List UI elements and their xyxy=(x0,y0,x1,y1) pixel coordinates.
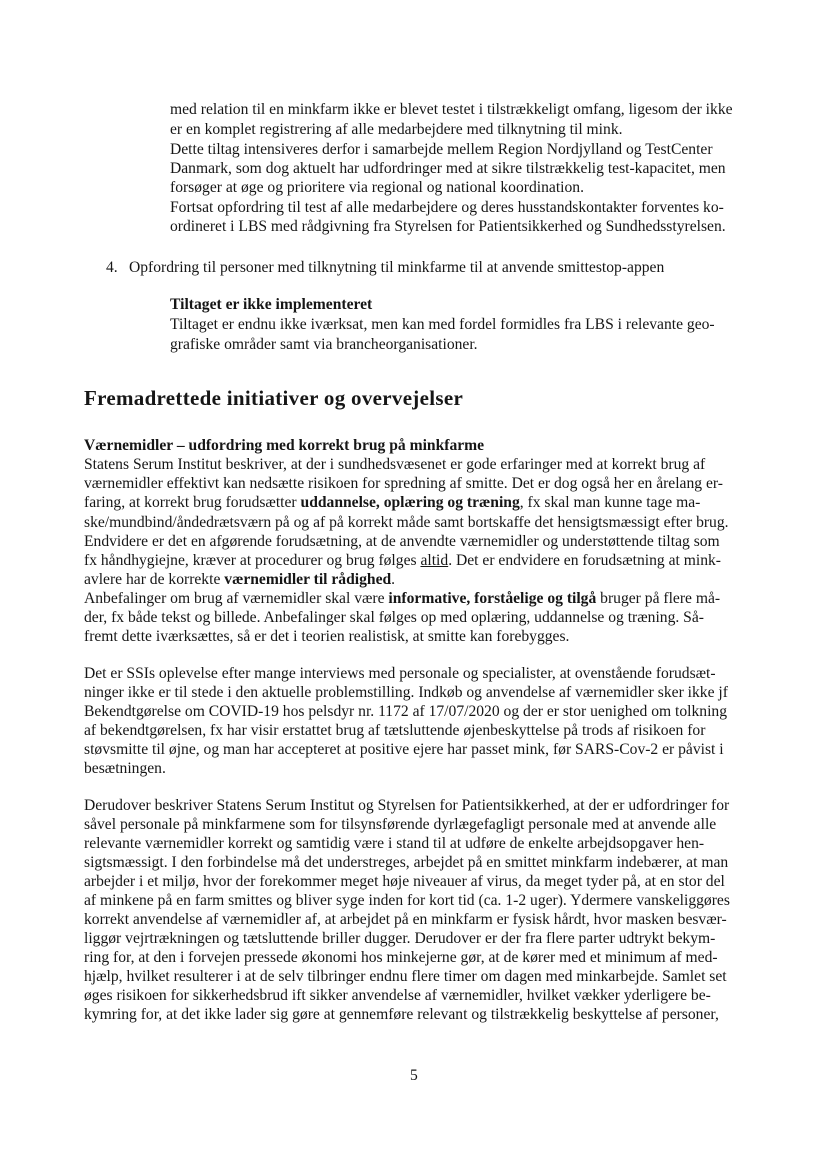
text-line: Bekendtgørelse om COVID-19 hos pelsdyr nr. 1172 af 17/07/2020 og der er stor uenighed om tolkning xyxy=(84,703,727,720)
text-line: Statens Serum Institut beskriver, at der i sundhedsvæsenet er gode erfaringer med at korrekt brug af xyxy=(84,456,706,473)
text-line: ordineret i LBS med rådgivning fra Styrelsen for Patientsikkerhed og Sundhedsstyrelsen. xyxy=(170,218,726,235)
text-line: såvel personale på minkfarmene som for tilsynsførende dyrlægefagligt personale med at anvende alle xyxy=(84,816,717,833)
text-line: fx håndhygiejne, kræver at procedurer og brug følges altid. Det er endvidere en forudsætning at mink- xyxy=(84,552,722,569)
text-line: arbejder i et miljø, hvor der forekommer meget høje niveauer af virus, da meget tyder på, at en stor del xyxy=(84,873,725,890)
page-number: 5 xyxy=(410,1067,418,1084)
text-line: avlere har de korrekte værnemidler til rådighed. xyxy=(84,571,396,588)
status-heading: Tiltaget er ikke implementeret xyxy=(170,296,373,313)
list-number: 4. xyxy=(106,259,118,276)
text-line: Anbefalinger om brug af værnemidler skal være informative, forståelige og tilgå bruger på flere må- xyxy=(84,590,721,607)
text-line: besætningen. xyxy=(84,760,166,777)
text-line: forsøger at øge og prioritere via regional og national koordination. xyxy=(170,179,584,196)
emphasis-text: informative, forståelige og tilgå xyxy=(388,590,597,607)
text-line: Fortsat opfordring til test af alle medarbejdere og deres husstandskontakter forventes ko- xyxy=(170,199,724,216)
text-line: er en komplet registrering af alle medarbejdere med tilknytning til mink. xyxy=(170,121,623,138)
underlined-text: altid xyxy=(420,552,449,569)
subsection-heading: Værnemidler – udfordring med korrekt brug på minkfarme xyxy=(84,437,485,454)
text-line: relevante værnemidler korrekt og samtidig være i stand til at udføre de enkelte arbejdsopgaver hen- xyxy=(84,835,705,852)
text-line: kymring for, at det ikke lader sig gøre at gennemføre relevant og tilstrækkelig beskyttelse af personer, xyxy=(84,1006,719,1023)
text-line: sigtsmæssigt. I den forbindelse må det understreges, arbejdet på en smittet minkfarm indebærer, at man xyxy=(84,854,729,871)
text-line: Derudover beskriver Statens Serum Institut og Styrelsen for Patientsikkerhed, at der er udfordringer for xyxy=(84,797,730,814)
text-line: grafiske områder samt via brancheorganisationer. xyxy=(170,336,478,353)
text-line: liggør vejrtrækningen og tætsluttende briller dugger. Derudover er der fra flere parter udtrykt bekym- xyxy=(84,930,716,947)
text-line: korrekt anvendelse af værnemidler af, at arbejdet på en minkfarm er fysisk hårdt, hvor masken besvær- xyxy=(84,911,727,928)
text-line: af bekendtgørelsen, fx har visir erstattet brug af tætsluttende øjenbeskyttelse på trods af risikoen for xyxy=(84,722,706,739)
text-line: af minkene på en farm smittes og bliver syge inden for kort tid (ca. 1-2 uger). Ydermere vanskeliggøres xyxy=(84,892,730,909)
text-line: med relation til en minkfarm ikke er blevet testet i tilstrækkeligt omfang, ligesom der ikke xyxy=(170,101,733,118)
text-line: Danmark, som dog aktuelt har udfordringer med at sikre tilstrækkelig test-kapacitet, men xyxy=(170,160,726,177)
section-heading: Fremadrettede initiativer og overvejelser xyxy=(84,386,464,410)
emphasis-text: uddannelse, oplæring og træning xyxy=(300,494,520,511)
text-line: Endvidere er det en afgørende forudsætning, at de anvendte værnemidler og understøttende tiltag som xyxy=(84,533,720,550)
text-line: faring, at korrekt brug forudsætter uddannelse, oplæring og træning, fx skal man kunne tage ma- xyxy=(84,494,701,511)
text-line: der, fx både tekst og billede. Anbefalinger skal følges op med oplæring, uddannelse og træning. Så- xyxy=(84,609,704,626)
text-line: ninger ikke er til stede i den aktuelle problemstilling. Indkøb og anvendelse af værnemidler sker ikke jf xyxy=(84,684,728,701)
text-line: Det er SSIs oplevelse efter mange interviews med personale og specialister, at ovenstående forudsæt- xyxy=(84,665,716,682)
text-line: fremt dette iværksættes, så er det i teorien realistisk, at smitte kan forebygges. xyxy=(84,628,570,645)
list-item-text: Opfordring til personer med tilknytning til minkfarme til at anvende smittestop-appen xyxy=(129,259,665,276)
text-line: øges risikoen for sikkerhedsbrud ift sikker anvendelse af værnemidler, hvilket vækker yderligere be- xyxy=(84,987,711,1004)
text-line: Dette tiltag intensiveres derfor i samarbejde mellem Region Nordjylland og TestCenter xyxy=(170,141,713,158)
text-line: Tiltaget er endnu ikke iværksat, men kan med fordel formidles fra LBS i relevante geo- xyxy=(170,316,715,333)
text-line: værnemidler effektivt kan nedsætte risikoen for spredning af smitte. Det er dog også her en årelang er- xyxy=(84,475,723,492)
text-line: ske/mundbind/åndedrætsværn på og af på korrekt måde samt bortskaffe det hensigtsmæssigt efter brug. xyxy=(84,514,729,531)
text-line: hjælp, hvilket resulterer i at de selv tilbringer endnu flere timer om dagen med minkarbejde. Samlet set xyxy=(84,968,727,985)
text-line: ring for, at den i forvejen pressede økonomi hos minkejerne gør, at de kører med et minimum af med- xyxy=(84,949,718,966)
emphasis-text: værnemidler til rådighed xyxy=(224,571,392,588)
text-line: støvsmitte til øjne, og man har accepteret at positive ejere har passet mink, før SARS-Cov-2 er påvist i xyxy=(84,741,724,758)
